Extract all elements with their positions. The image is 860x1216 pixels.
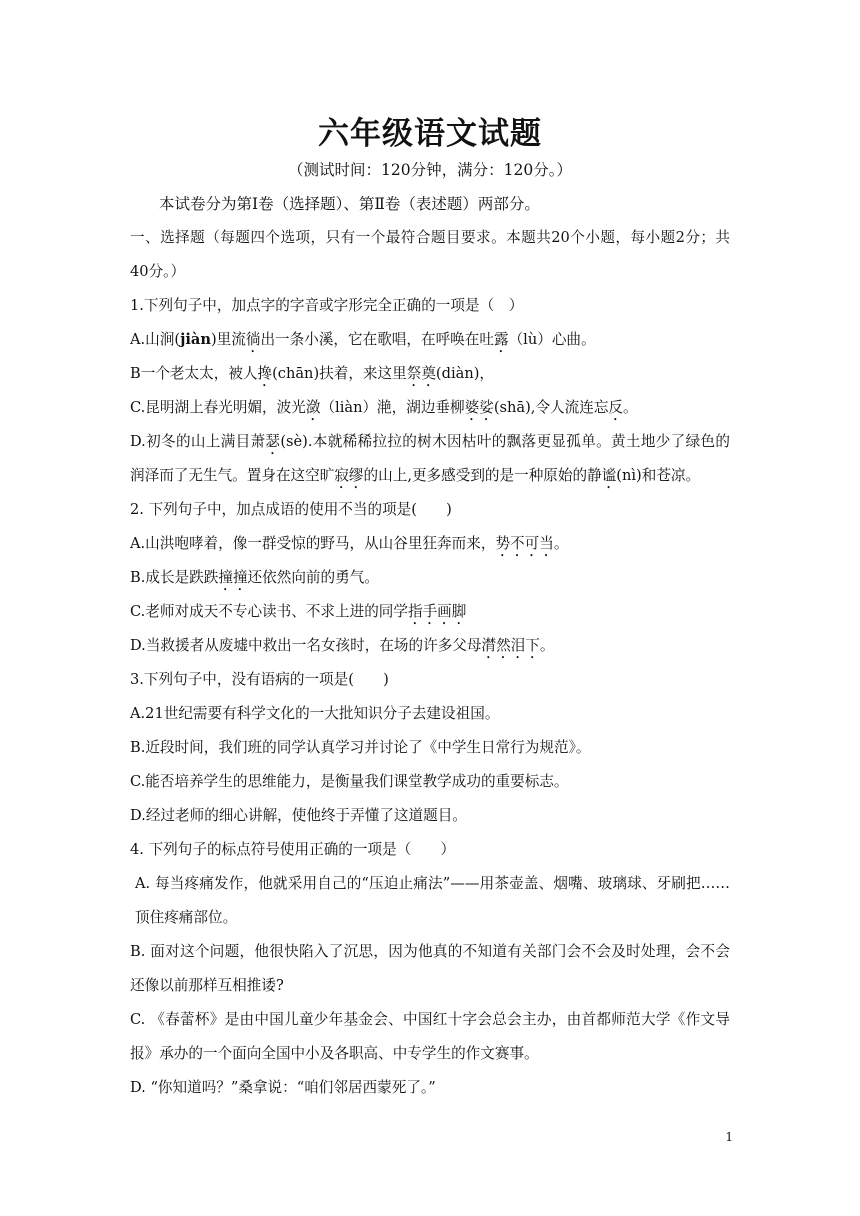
q2-option-b: B.成长是跌跌撞撞还依然向前的勇气。	[130, 569, 379, 586]
exam-body	[130, 187, 730, 1105]
intro-text: 本试卷分为第Ⅰ卷（选择题）、第Ⅱ卷（表述题）两部分。	[159, 195, 540, 213]
q3-option-a: A.21世纪需要有科学文化的一大批知识分子去建设祖国。	[130, 705, 500, 722]
q3-stem: 3.下列句子中，没有语病的一项是( )	[130, 671, 389, 688]
page-number: 1	[725, 1130, 733, 1144]
q3-option-d: D.经过老师的细心讲解，使他终于弄懂了这道题目。	[130, 807, 467, 824]
q4-option-d: D. “你知道吗？”桑拿说：“咱们邻居西蒙死了。”	[130, 1079, 436, 1096]
q1-option-a: A.山涧(jiàn)里流徜出一条小溪，它在歌唱，在呼唤在吐露（lù）心曲。	[130, 331, 596, 348]
q1-option-b: B一个老太太，被人搀(chān)扶着，来这里祭奠(diàn)，	[130, 365, 495, 382]
section-heading: 一、选择题（每题四个选项，只有一个最符合题目要求。本题共20个小题，每小题2分；共40分。）	[130, 229, 730, 280]
q2-option-a: A.山洪咆哮着，像一群受惊的野马，从山谷里狂奔而来，势不可当。	[130, 535, 569, 552]
q1-stem: 1.下列句子中，加点字的字音或字形完全正确的一项是（ ）	[130, 297, 524, 314]
page-title: 六年级语文试题	[318, 116, 542, 152]
q2-option-d: D.当救援者从废墟中救出一名女孩时，在场的许多父母潸然泪下。	[130, 637, 555, 654]
q1-option-d: D.初冬的山上满目萧瑟(sè).本就稀稀拉拉的树木因枯叶的飘落更显孤单。黄土地少了绿色的润泽而了无生气。置身在这空旷寂缪的山上,更多感受到的是一种原始的静谧(nì)和苍凉。	[130, 433, 730, 484]
q1-option-c: C.昆明湖上春光明媚，波光潋（liàn）滟，湖边垂柳婆娑(shā),令人流连忘反。	[130, 399, 638, 416]
q4-option-c: C. 《春蕾杯》是由中国儿童少年基金会、中国红十字会总会主办，由首都师范大学《作文导报》承办的一个面向全国中小及各职高、中专学生的作文赛事。	[130, 1011, 730, 1062]
q3-option-c: C.能否培养学生的思维能力，是衡量我们课堂教学成功的重要标志。	[130, 773, 569, 790]
q3-option-b: B.近段时间，我们班的同学认真学习并讨论了《中学生日常行为规范》。	[130, 739, 591, 756]
q2-stem: 2. 下列句子中，加点成语的使用不当的项是( )	[130, 501, 452, 518]
q4-stem: 4. 下列句子的标点符号使用正确的一项是（ ）	[130, 841, 456, 858]
exam-info: （测试时间：120分钟，满分：120分。）	[288, 161, 572, 179]
q4-option-a: A. 每当疼痛发作，他就采用自己的“压迫止痛法”——用茶壶盖、烟嘴、玻璃球、牙刷把……顶住疼痛部位。	[135, 875, 730, 926]
q4-option-b: B. 面对这个问题，他很快陷入了沉思，因为他真的不知道有关部门会不会及时处理，会不会还像以前那样互相推诿?	[130, 943, 730, 994]
q2-option-c: C.老师对成天不专心读书、不求上进的同学指手画脚	[130, 603, 467, 620]
